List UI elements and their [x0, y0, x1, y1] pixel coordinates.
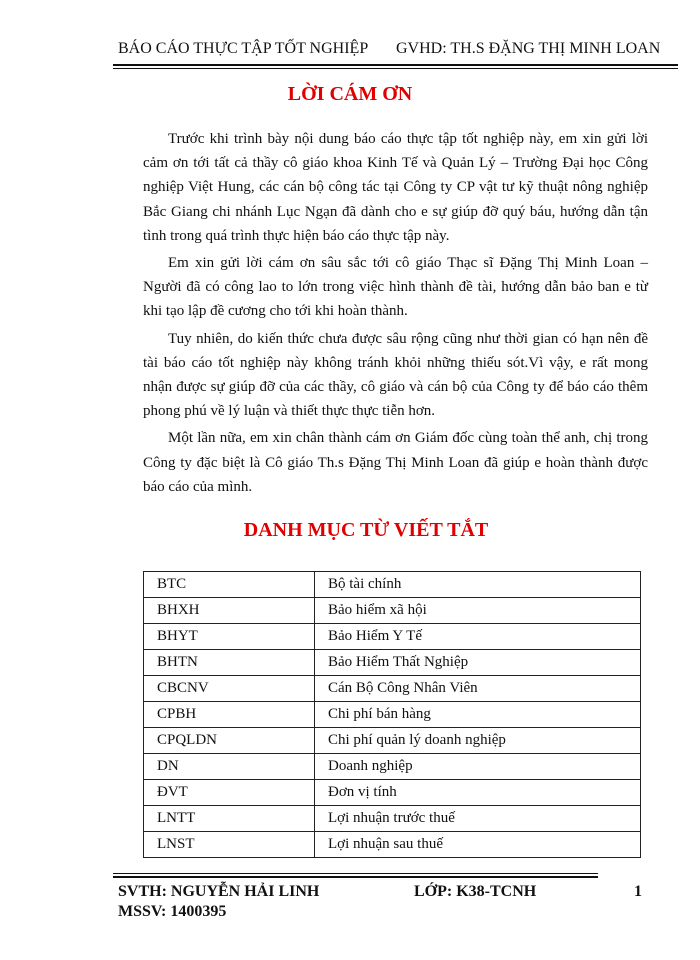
abbr-meaning: Bộ tài chính — [315, 572, 641, 598]
abbr-meaning: Chi phí quản lý doanh nghiệp — [315, 728, 641, 754]
thanks-title: LỜI CÁM ƠN — [287, 83, 413, 105]
page-number: 1 — [634, 883, 642, 900]
table-row — [144, 780, 641, 806]
header-divider — [113, 64, 678, 69]
abbr-meaning: Bảo Hiểm Y Tế — [315, 624, 641, 650]
thanks-paragraph: Tuy nhiên, do kiến thức chưa được sâu rộng cũng như thời gian có hạn nên đề tài báo cáo tốt nghiệp này không tránh khỏi những thiếu sót.Vì vậy, e rất mong nhận được sự giúp đỡ của các thầy, cô giáo và cán bộ của Công ty để báo cáo thêm phong phú về lý luận và thiết thực thực tiễn hơn. — [143, 330, 648, 420]
abbr-code: BHTN — [144, 650, 315, 676]
page-header — [118, 40, 678, 58]
abbr-code: LNST — [144, 832, 315, 858]
header-report-title: BÁO CÁO THỰC TẬP TỐT NGHIỆP — [118, 40, 369, 57]
table-row — [144, 728, 641, 754]
thanks-paragraph: Trước khi trình bày nội dung báo cáo thực tập tốt nghiệp này, em xin gửi lời cảm ơn tới tất cả thầy cô giáo khoa Kinh Tế và Quản Lý – Trường Đại học Công nghiệp Việt Hung, các cán bộ công tác tại Công ty CP vật tư kỹ thuật nông nghiệp Bắc Giang chi nhánh Lục Ngạn đã dành cho e sự giúp đỡ quý báu, hướng dẫn tận tình trong quá trình thực hiện báo cáo thực tập này. — [143, 131, 648, 244]
abbr-code: LNTT — [144, 806, 315, 832]
abbr-code: DN — [144, 754, 315, 780]
table-row — [144, 650, 641, 676]
table-row — [144, 832, 641, 858]
abbr-code: BHXH — [144, 598, 315, 624]
abbr-meaning: Lợi nhuận trước thuế — [315, 806, 641, 832]
abbr-meaning: Cán Bộ Công Nhân Viên — [315, 676, 641, 702]
table-row — [144, 624, 641, 650]
abbr-meaning: Bảo hiểm xã hội — [315, 598, 641, 624]
abbr-meaning: Doanh nghiệp — [315, 754, 641, 780]
thanks-paragraph: Em xin gửi lời cám ơn sâu sắc tới cô giáo Thạc sĩ Đặng Thị Minh Loan – Người đã có công lao to lớn trong việc hình thành đề tài, hướng dẫn bảo ban e từ khi tạo lập đề cương cho tới khi hoàn thành. — [143, 255, 648, 320]
abbreviations-table — [143, 571, 641, 858]
abbr-code: CPQLDN — [144, 728, 315, 754]
abbr-code: CBCNV — [144, 676, 315, 702]
footer-class: LỚP: K38-TCNH — [414, 883, 537, 900]
header-supervisor: GVHD: TH.S ĐẶNG THỊ MINH LOAN — [396, 40, 661, 57]
abbr-meaning: Lợi nhuận sau thuế — [315, 832, 641, 858]
table-row — [144, 806, 641, 832]
abbr-code: BHYT — [144, 624, 315, 650]
thanks-paragraph: Một lần nữa, em xin chân thành cám ơn Giám đốc cùng toàn thể anh, chị trong Công ty đặc biệt là Cô giáo Th.s Đặng Thị Minh Loan đã giúp e hoàn thành được báo cáo của mình. — [143, 430, 648, 495]
abbr-code: BTC — [144, 572, 315, 598]
abbreviations-title: DANH MỤC TỪ VIẾT TẮT — [243, 519, 489, 541]
footer-divider — [113, 873, 598, 878]
table-row — [144, 702, 641, 728]
table-row — [144, 598, 641, 624]
footer-student-id: MSSV: 1400395 — [118, 903, 227, 920]
abbr-meaning: Bảo Hiểm Thất Nghiệp — [315, 650, 641, 676]
table-row — [144, 676, 641, 702]
footer-student-name: SVTH: NGUYỄN HẢI LINH — [118, 883, 320, 900]
abbr-meaning: Chi phí bán hàng — [315, 702, 641, 728]
table-row — [144, 572, 641, 598]
abbr-code: CPBH — [144, 702, 315, 728]
thanks-body — [143, 127, 648, 502]
abbr-code: ĐVT — [144, 780, 315, 806]
abbr-meaning: Đơn vị tính — [315, 780, 641, 806]
table-row — [144, 754, 641, 780]
